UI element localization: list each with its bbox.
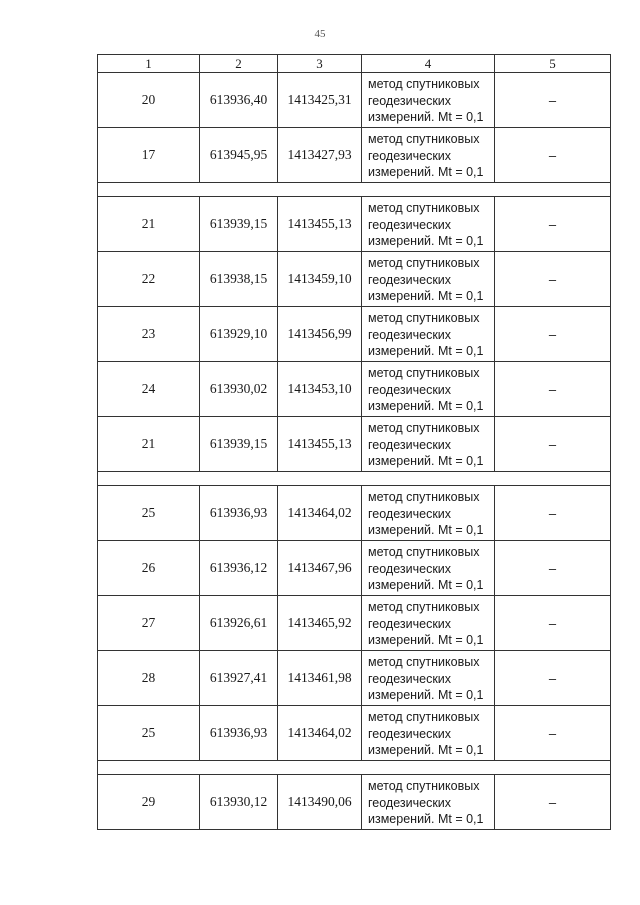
y-coordinate-cell: 1413453,10 bbox=[278, 362, 362, 417]
method-line: метод спутниковых bbox=[368, 779, 480, 794]
method-cell bbox=[362, 252, 495, 307]
x-coordinate-cell: 613938,15 bbox=[200, 252, 278, 307]
note-cell: – bbox=[495, 486, 611, 541]
method-line: метод спутниковых bbox=[368, 655, 480, 670]
method-line: метод спутниковых bbox=[368, 600, 480, 615]
method-line: геодезических bbox=[368, 616, 452, 631]
column-header: 4 bbox=[362, 55, 495, 73]
point-number-cell: 21 bbox=[98, 417, 200, 472]
method-cell bbox=[362, 775, 495, 830]
method-line: измерений. Mt = 0,1 bbox=[368, 289, 484, 304]
method-line: геодезических bbox=[368, 217, 452, 232]
method-line: метод спутниковых bbox=[368, 201, 480, 216]
method-line: геодезических bbox=[368, 726, 452, 741]
method-cell bbox=[362, 417, 495, 472]
note-cell: – bbox=[495, 596, 611, 651]
x-coordinate-cell: 613927,41 bbox=[200, 651, 278, 706]
point-number-cell: 29 bbox=[98, 775, 200, 830]
x-coordinate-cell: 613929,10 bbox=[200, 307, 278, 362]
table-row bbox=[98, 417, 611, 472]
method-line: измерений. Mt = 0,1 bbox=[368, 523, 484, 538]
y-coordinate-cell: 1413467,96 bbox=[278, 541, 362, 596]
note-cell: – bbox=[495, 541, 611, 596]
y-coordinate-cell: 1413465,92 bbox=[278, 596, 362, 651]
method-cell bbox=[362, 706, 495, 761]
method-line: метод спутниковых bbox=[368, 545, 480, 560]
method-line: метод спутниковых bbox=[368, 366, 480, 381]
table-row bbox=[98, 362, 611, 417]
method-line: геодезических bbox=[368, 795, 452, 810]
note-cell: – bbox=[495, 362, 611, 417]
method-line: геодезических bbox=[368, 272, 452, 287]
y-coordinate-cell: 1413427,93 bbox=[278, 128, 362, 183]
separator-row bbox=[98, 761, 611, 775]
note-cell: – bbox=[495, 128, 611, 183]
x-coordinate-cell: 613936,93 bbox=[200, 486, 278, 541]
method-cell bbox=[362, 362, 495, 417]
method-line: измерений. Mt = 0,1 bbox=[368, 578, 484, 593]
table-row bbox=[98, 775, 611, 830]
method-line: метод спутниковых bbox=[368, 710, 480, 725]
note-cell: – bbox=[495, 252, 611, 307]
note-cell: – bbox=[495, 651, 611, 706]
table-row bbox=[98, 486, 611, 541]
point-number-cell: 25 bbox=[98, 486, 200, 541]
y-coordinate-cell: 1413464,02 bbox=[278, 486, 362, 541]
x-coordinate-cell: 613936,40 bbox=[200, 73, 278, 128]
method-line: геодезических bbox=[368, 671, 452, 686]
y-coordinate-cell: 1413425,31 bbox=[278, 73, 362, 128]
method-line: геодезических bbox=[368, 148, 452, 163]
separator-cell bbox=[98, 183, 611, 197]
method-cell bbox=[362, 197, 495, 252]
method-line: измерений. Mt = 0,1 bbox=[368, 399, 484, 414]
note-cell: – bbox=[495, 775, 611, 830]
point-number-cell: 26 bbox=[98, 541, 200, 596]
x-coordinate-cell: 613945,95 bbox=[200, 128, 278, 183]
method-cell bbox=[362, 486, 495, 541]
method-line: геодезических bbox=[368, 93, 452, 108]
point-number-cell: 17 bbox=[98, 128, 200, 183]
table-row bbox=[98, 541, 611, 596]
y-coordinate-cell: 1413455,13 bbox=[278, 417, 362, 472]
method-cell bbox=[362, 541, 495, 596]
y-coordinate-cell: 1413461,98 bbox=[278, 651, 362, 706]
y-coordinate-cell: 1413459,10 bbox=[278, 252, 362, 307]
table-row bbox=[98, 128, 611, 183]
method-cell bbox=[362, 651, 495, 706]
x-coordinate-cell: 613926,61 bbox=[200, 596, 278, 651]
x-coordinate-cell: 613939,15 bbox=[200, 417, 278, 472]
method-cell bbox=[362, 128, 495, 183]
table-row bbox=[98, 252, 611, 307]
method-line: измерений. Mt = 0,1 bbox=[368, 743, 484, 758]
note-cell: – bbox=[495, 73, 611, 128]
table-row bbox=[98, 307, 611, 362]
method-line: метод спутниковых bbox=[368, 132, 480, 147]
separator-cell bbox=[98, 761, 611, 775]
method-line: геодезических bbox=[368, 506, 452, 521]
column-header: 1 bbox=[98, 55, 200, 73]
method-line: измерений. Mt = 0,1 bbox=[368, 688, 484, 703]
table-row bbox=[98, 651, 611, 706]
x-coordinate-cell: 613936,93 bbox=[200, 706, 278, 761]
point-number-cell: 24 bbox=[98, 362, 200, 417]
table-row bbox=[98, 596, 611, 651]
y-coordinate-cell: 1413464,02 bbox=[278, 706, 362, 761]
method-line: геодезических bbox=[368, 561, 452, 576]
method-cell bbox=[362, 596, 495, 651]
method-line: метод спутниковых bbox=[368, 256, 480, 271]
table-header-row bbox=[98, 55, 611, 73]
note-cell: – bbox=[495, 307, 611, 362]
x-coordinate-cell: 613930,12 bbox=[200, 775, 278, 830]
column-header: 3 bbox=[278, 55, 362, 73]
method-cell bbox=[362, 307, 495, 362]
point-number-cell: 20 bbox=[98, 73, 200, 128]
method-line: метод спутниковых bbox=[368, 490, 480, 505]
x-coordinate-cell: 613930,02 bbox=[200, 362, 278, 417]
table-body bbox=[98, 73, 611, 830]
method-line: метод спутниковых bbox=[368, 77, 480, 92]
point-number-cell: 21 bbox=[98, 197, 200, 252]
column-header: 2 bbox=[200, 55, 278, 73]
table-row bbox=[98, 197, 611, 252]
point-number-cell: 28 bbox=[98, 651, 200, 706]
column-header: 5 bbox=[495, 55, 611, 73]
coordinates-table bbox=[97, 54, 611, 830]
note-cell: – bbox=[495, 197, 611, 252]
table-row bbox=[98, 706, 611, 761]
method-line: метод спутниковых bbox=[368, 421, 480, 436]
method-line: метод спутниковых bbox=[368, 311, 480, 326]
method-line: геодезических bbox=[368, 327, 452, 342]
page-number: 45 bbox=[314, 28, 326, 40]
x-coordinate-cell: 613939,15 bbox=[200, 197, 278, 252]
point-number-cell: 22 bbox=[98, 252, 200, 307]
note-cell: – bbox=[495, 417, 611, 472]
note-cell: – bbox=[495, 706, 611, 761]
y-coordinate-cell: 1413490,06 bbox=[278, 775, 362, 830]
method-line: измерений. Mt = 0,1 bbox=[368, 165, 484, 180]
method-line: измерений. Mt = 0,1 bbox=[368, 234, 484, 249]
method-line: геодезических bbox=[368, 437, 452, 452]
point-number-cell: 25 bbox=[98, 706, 200, 761]
separator-row bbox=[98, 472, 611, 486]
y-coordinate-cell: 1413455,13 bbox=[278, 197, 362, 252]
method-cell bbox=[362, 73, 495, 128]
x-coordinate-cell: 613936,12 bbox=[200, 541, 278, 596]
method-line: измерений. Mt = 0,1 bbox=[368, 454, 484, 469]
method-line: измерений. Mt = 0,1 bbox=[368, 633, 484, 648]
separator-row bbox=[98, 183, 611, 197]
method-line: измерений. Mt = 0,1 bbox=[368, 110, 484, 125]
point-number-cell: 23 bbox=[98, 307, 200, 362]
method-line: геодезических bbox=[368, 382, 452, 397]
method-line: измерений. Mt = 0,1 bbox=[368, 344, 484, 359]
point-number-cell: 27 bbox=[98, 596, 200, 651]
table-row bbox=[98, 73, 611, 128]
y-coordinate-cell: 1413456,99 bbox=[278, 307, 362, 362]
separator-cell bbox=[98, 472, 611, 486]
method-line: измерений. Mt = 0,1 bbox=[368, 812, 484, 827]
